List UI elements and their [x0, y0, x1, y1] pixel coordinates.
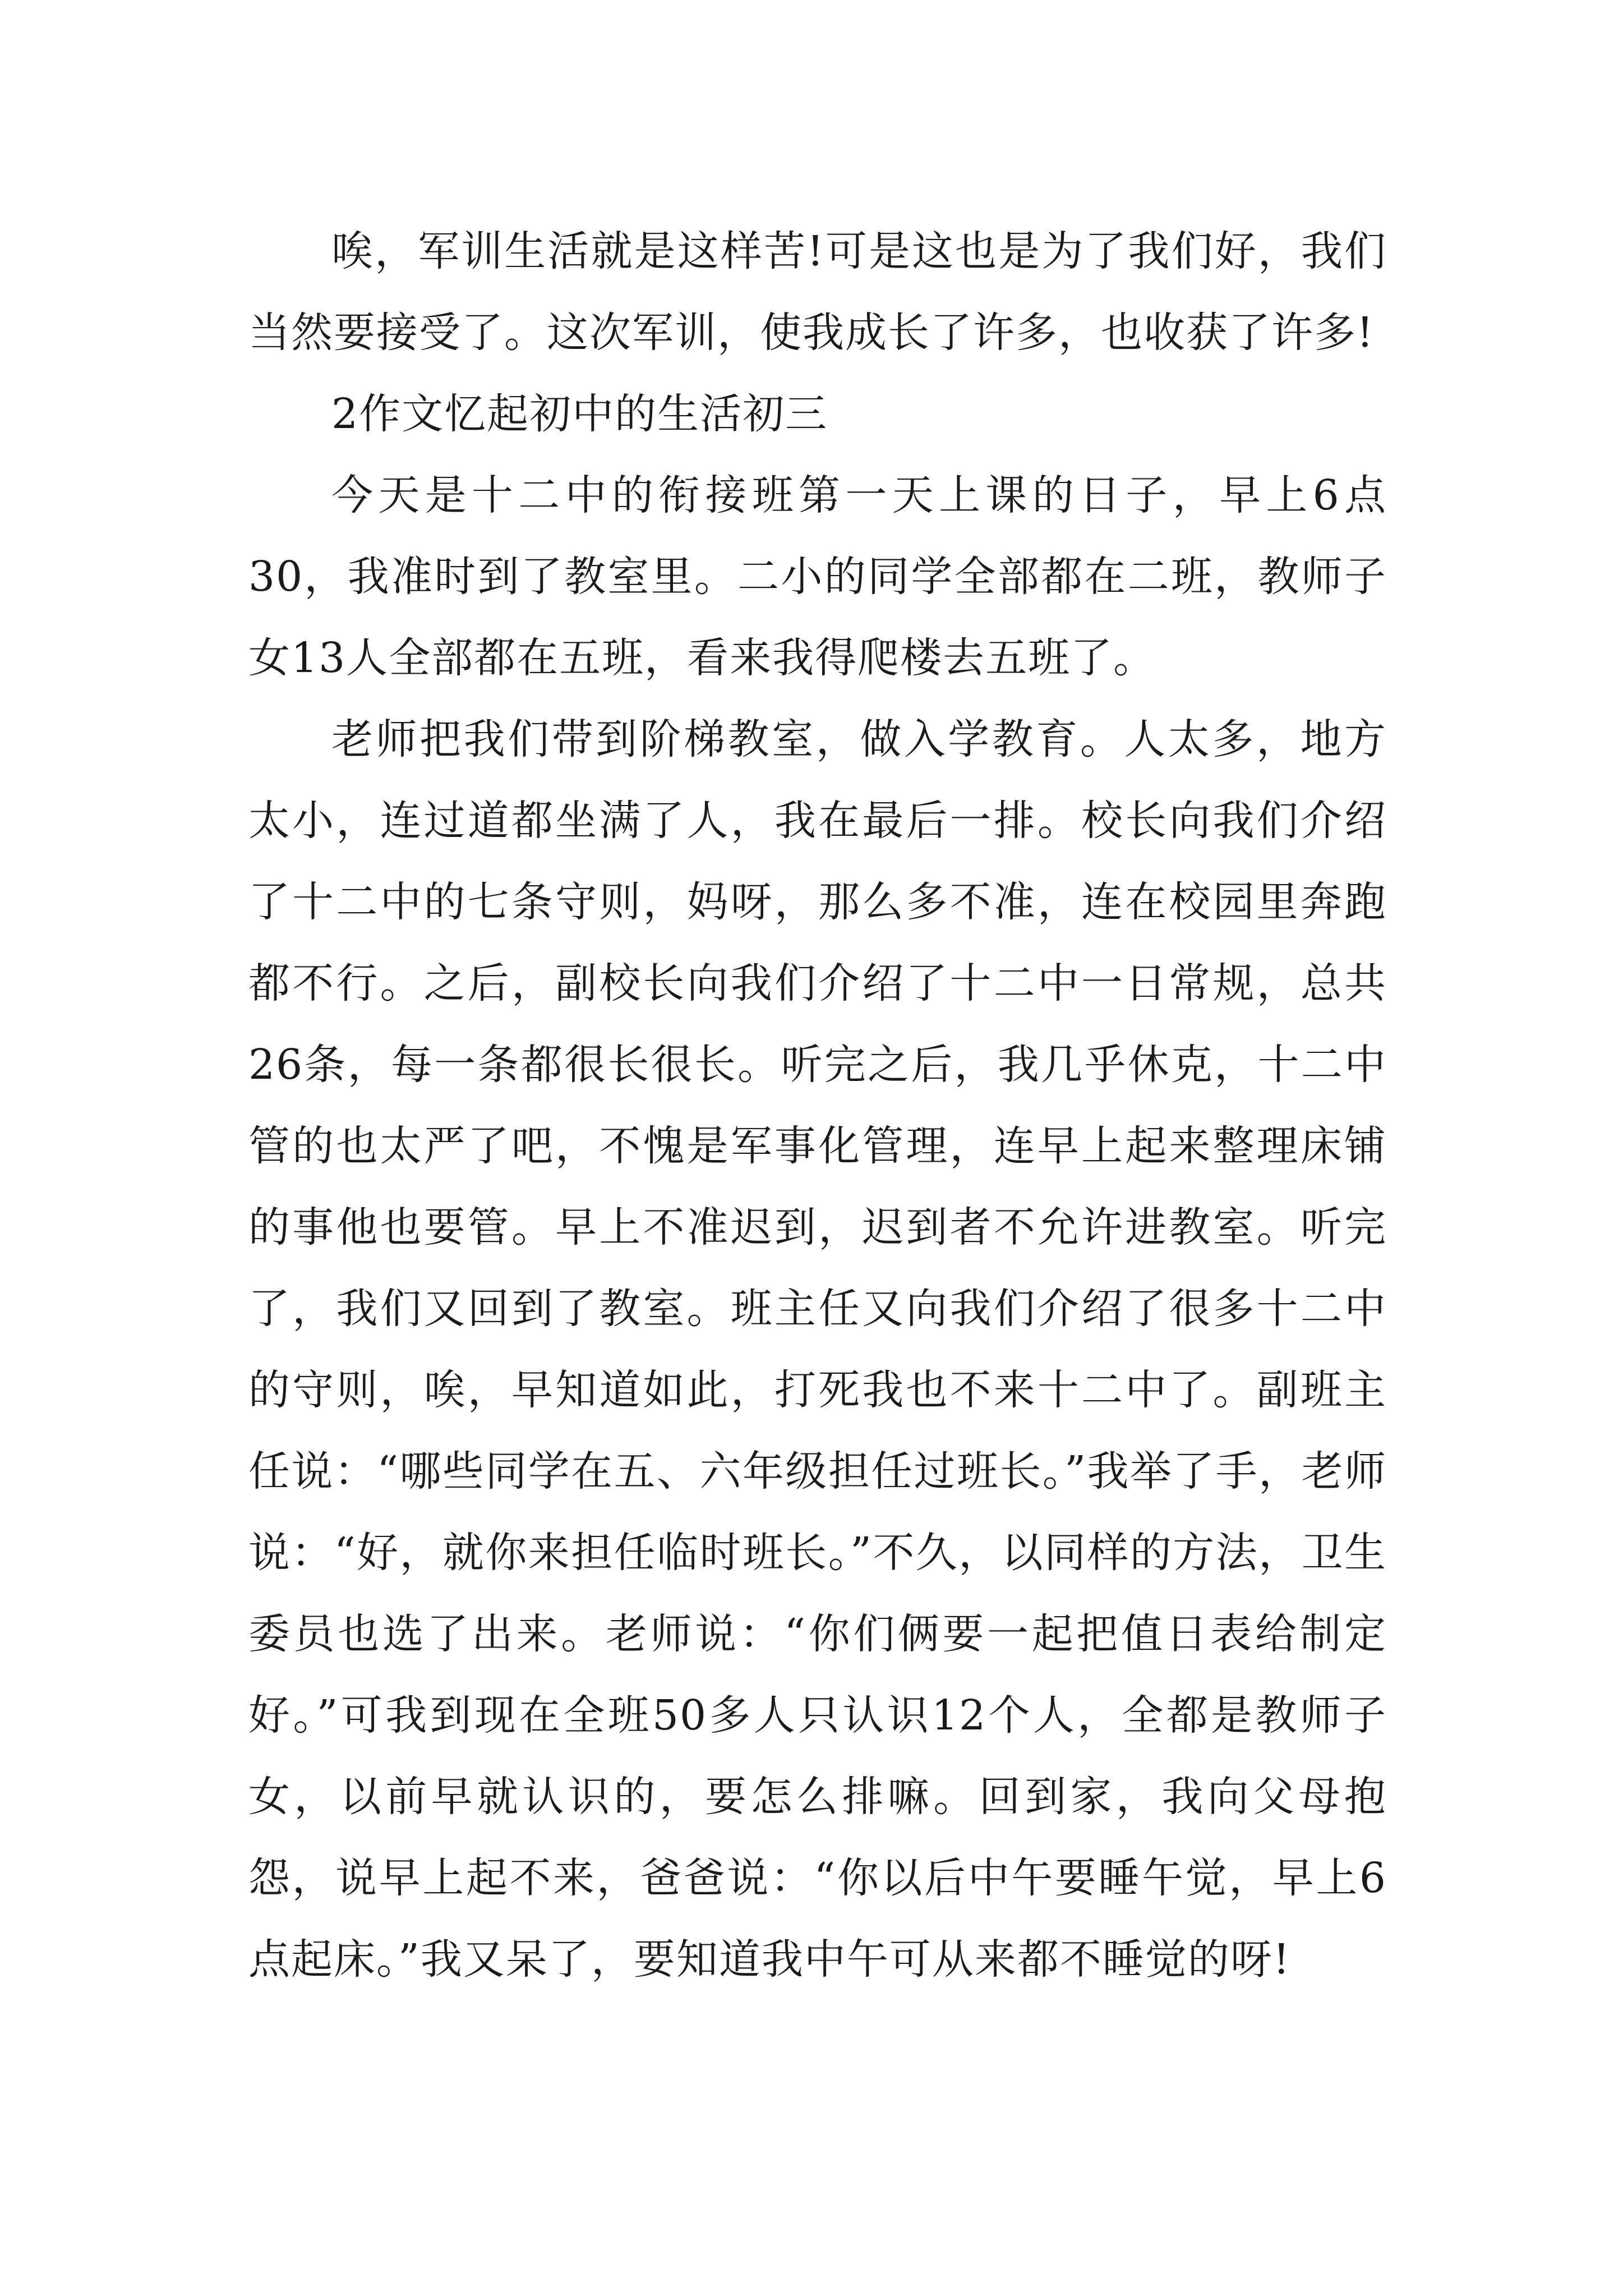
document-body — [248, 211, 1387, 2000]
essay-title: 2作文忆起初中的生活初三 — [331, 390, 828, 438]
paragraph-first-day: 今天是十二中的衔接班第一天上课的日子，早上6点30，我准时到了教室里。二小的同学全部都在二班，教师子女13人全部都在五班，看来我得爬楼去五班了。 — [248, 471, 1387, 682]
paragraph-orientation: 老师把我们带到阶梯教室，做入学教育。人太多，地方太小，连过道都坐满了人，我在最后一排。校长向我们介绍了十二中的七条守则，妈呀，那么多不准，连在校园里奔跑都不行。之后，副校长向我们介绍了十二中一日常规，总共26条，每一条都很长很长。听完之后，我几乎休克，十二中管的也太严了吧，不愧是军事化管理，连早上起来整理床铺的事他也要管。早上不准迟到，迟到者不允许进教室。听完了，我们又回到了教室。班主任又向我们介绍了很多十二中的守则，唉，早知道如此，打死我也不来十二中了。副班主任说：“哪些同学在五、六年级担任过班长。”我举了手，老师说：“好，就你来担任临时班长。”不久，以同样的方法，卫生委员也选了出来。老师说：“你们俩要一起把值日表给制定好。”可我到现在全班50多人只认识12个人，全都是教师子女，以前早就认识的，要怎么排嘛。回到家，我向父母抱怨，说早上起不来，爸爸说：“你以后中午要睡午觉，早上6点起床。”我又呆了，要知道我中午可从来都不睡觉的呀! — [248, 715, 1387, 1984]
paragraph-military-training-conclusion: 唉，军训生活就是这样苦!可是这也是为了我们好，我们当然要接受了。这次军训，使我成长了许多，也收获了许多! — [248, 227, 1387, 357]
